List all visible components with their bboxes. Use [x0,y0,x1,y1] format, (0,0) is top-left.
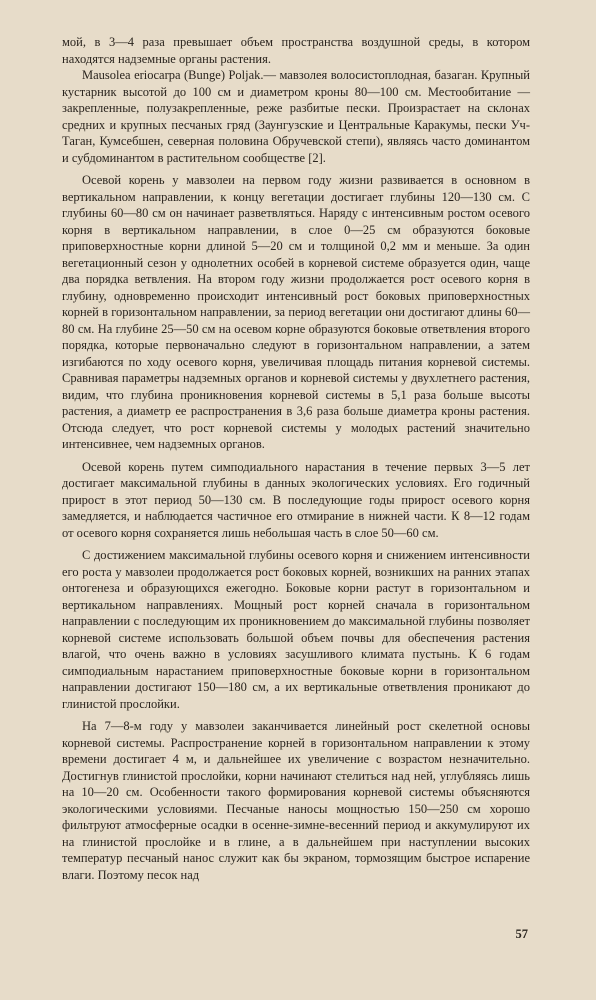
paragraph: С достижением максимальной глубины осевого корня и снижением интенсивности его роста у мавзолеи продолжается рост боковых корней, возникших на ранних этапах онтогенеза и образующихся ежегодно. Боковые корни растут в горизонтальном и вертикальном направлениях. Мощный рост корней сначала в горизонтальном направлении с последующим их проникновением до максимальной глубины позволяет корневой системе использовать большой объем почвы для обеспечения растения влагой, что очень важно в условиях засушливого климата пустынь. К 6 годам симподиальным нарастанием приповерхностные боковые корни в горизонтальном направлении достигают 150—180 см, а их вертикальные ответвления проникают до глинистой прослойки. [62,548,530,711]
paragraph: Осевой корень путем симподиального нарастания в течение первых 3—5 лет достигает максимальной глубины в данных экологических условиях. Его годичный прирост в этот период 50—130 см. В последующие годы прирост осевого корня замедляется, и наблюдается частичное его отмирание в нижней части. К 8—12 годам от осевого корня сохраняется лишь небольшая часть в слое 50—60 см. [62,459,530,540]
paragraph: мой, в 3—4 раза превышает объем пространства воздушной среды, в котором находятся надземные органы растения. [62,35,530,66]
paragraph: Mausolea eriocarpa (Bunge) Poljak.— мавзолея волосистоплодная, базаган. Крупный кустарник высотой до 100 см и диаметром кроны 80—100 см. Местообитание — закрепленные, полузакрепленные, реже разбитые пески. Произрастает на склонах средних и крупных песчаных гряд (Заунгузские и Центральные Каракумы, пески Уч-Таган, Кумсебшен, северная половина Обручевской степи), являясь часто доминантом и субдоминантом в растительном сообществе [2]. [62,68,530,165]
paragraph: Осевой корень у мавзолеи на первом году жизни развивается в основном в вертикальном направлении, к концу вегетации достигает глубины 120—130 см. С глубины 60—80 см он начинает разветвляться. Наряду с интенсивным ростом осевого корня в вертикальном направлении, в слое 0—25 см образуются боковые приповерхностные корни длиной 5—20 см и толщиной 0,2 мм и меньше. За один вегетационный сезон у однолетних особей в корневой системе образуется один, чаще два порядка ветвления. На втором году жизни продолжается рост осевого корня в глубину, одновременно происходит интенсивный рост боковых приповерхностных корней в горизонтальном направлении, за период вегетации они достигают длины 60—80 см. На глубине 25—50 см на осевом корне образуются боковые ответвления второго порядка, которые первоначально следуют в горизонтальном направлении, а затем изгибаются по ходу осевого корня, увеличивая площадь питания корневой системы. Сравнивая параметры надземных органов и корневой системы у двухлетнего растения, видим, что глубина проникновения корневой системы в 5,1 раза больше высоты растения, а диаметр ее распространения в 3,6 раза больше диаметра кроны растения. Отсюда следует, что рост корневой системы у молодых растений значительно интенсивнее, чем надземных органов. [62,173,530,451]
paragraph: На 7—8-м году у мавзолеи заканчивается линейный рост скелетной основы корневой системы. Распространение корней в горизонтальном направлении к этому времени достигает 4 м, и дальнейшее их увеличение с возрастом незначительно. Достигнув глинистой прослойки, корни начинают стелиться над ней, углубляясь лишь на 10—20 см. Особенности такого формирования корневой системы объясняются экологическими условиями. Песчаные наносы мощностью 150—250 см хорошо фильтруют атмосферные осадки в осенне-зимне-весенний период и аккумулируют их на глинистой прослойке и в глине, а в дальнейшем при наступлении высоких температур песчаный нанос служит как бы экраном, тормозящим быстрое испарение влаги. Поэтому песок над [62,719,530,882]
page-number: 57 [515,927,528,941]
body-text [62,34,530,883]
